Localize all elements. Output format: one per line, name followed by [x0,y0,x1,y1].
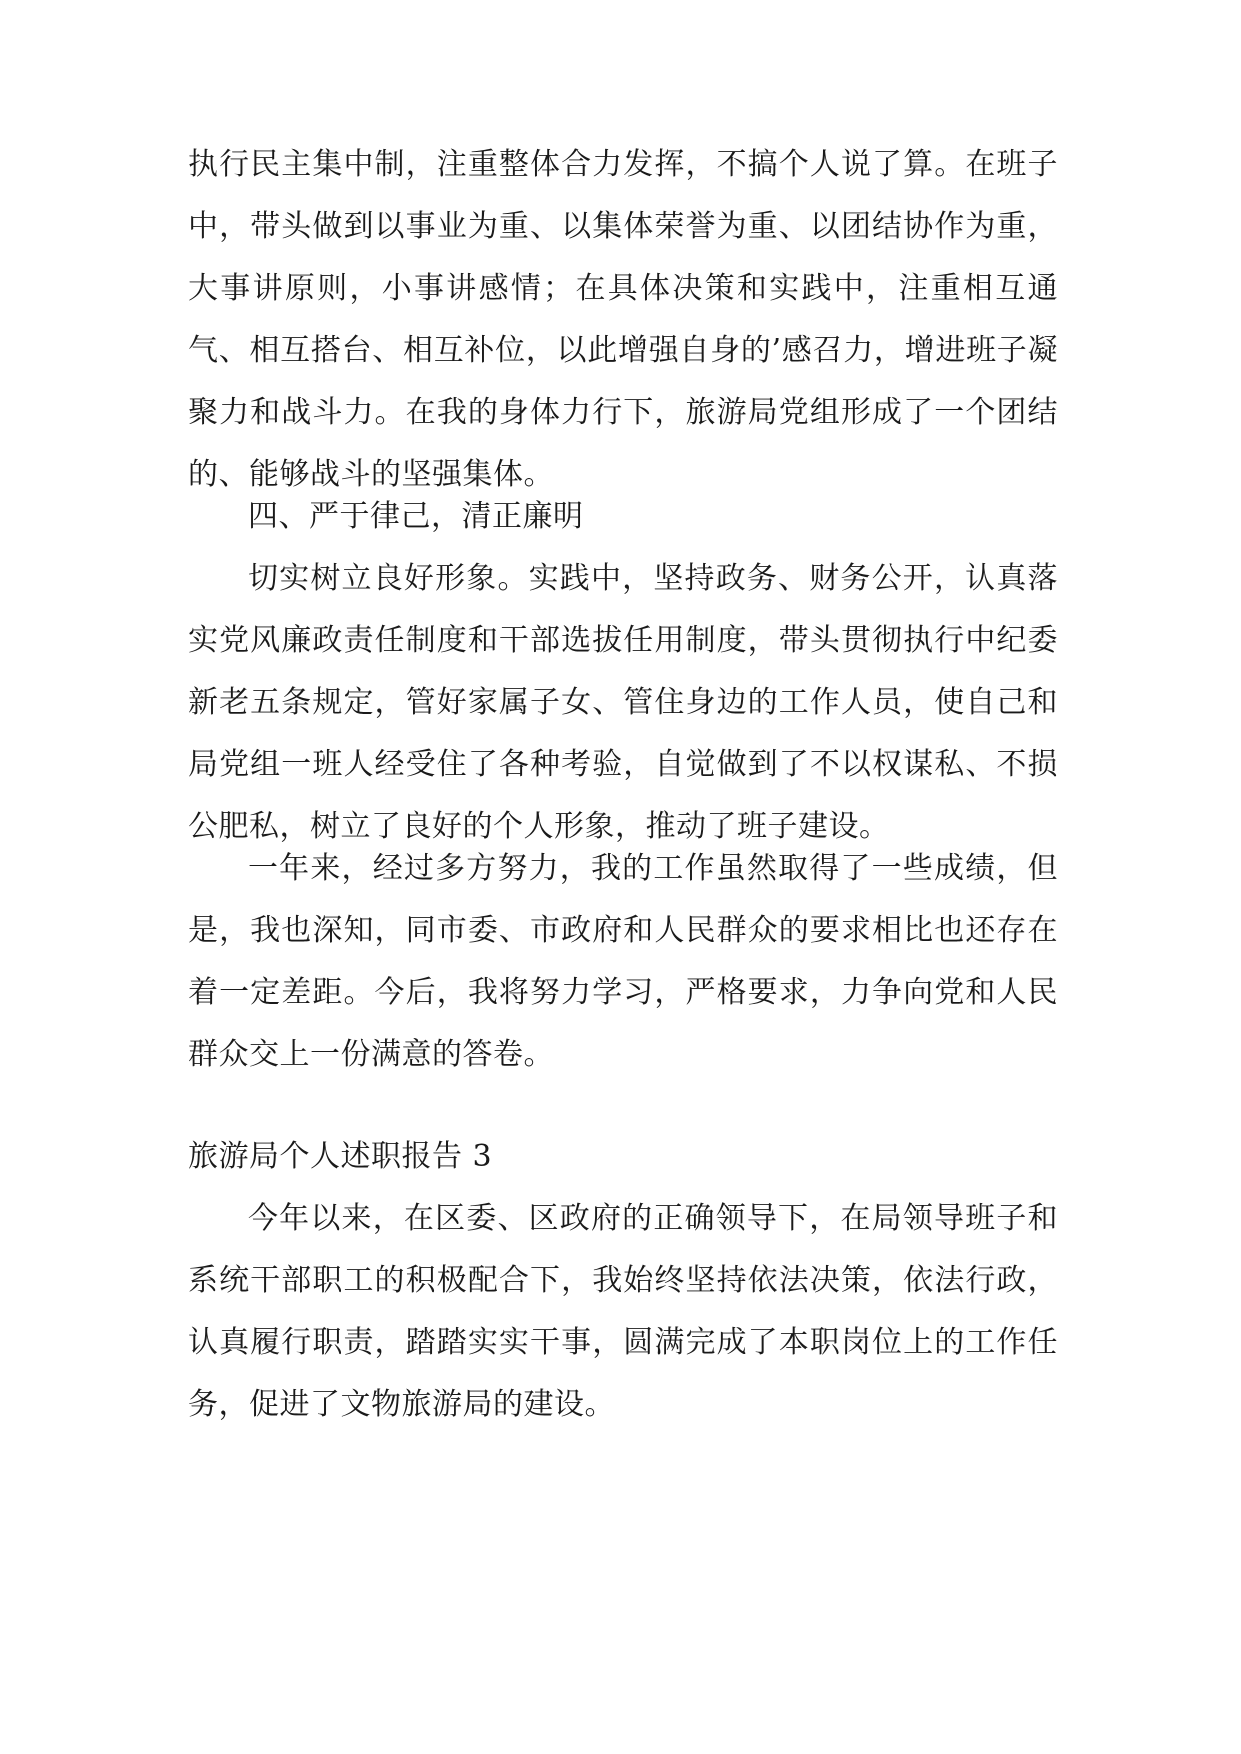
report-title: 旅游局个人述职报告 3 [188,1139,493,1174]
section-heading-integrity: 四、严于律己，清正廉明 [248,499,584,534]
paragraph-leadership: 执行民主集中制，注重整体合力发挥，不搞个人说了算。在班子中，带头做到以事业为重、以集体荣誉为重、以团结协作为重，大事讲原则，小事讲感情；在具体决策和实践中，注重相互通气、相互搭台、相互补位，以此增强自身的’感召力，增进班子凝聚力和战斗力。在我的身体力行下，旅游局党组形成了一个团结的、能够战斗的坚强集体。 [188,147,1058,492]
paragraph-report-intro: 今年以来，在区委、区政府的正确领导下，在局领导班子和系统干部职工的积极配合下，我始终坚持依法决策，依法行政，认真履行职责，踏踏实实干事，圆满完成了本职岗位上的工作任务，促进了文物旅游局的建设。 [188,1201,1058,1422]
paragraph-integrity: 切实树立良好形象。实践中，坚持政务、财务公开，认真落实党风廉政责任制度和干部选拔任用制度，带头贯彻执行中纪委新老五条规定，管好家属子女、管住身边的工作人员，使自己和局党组一班人经受住了各种考验，自觉做到了不以权谋私、不损公肥私，树立了良好的个人形象，推动了班子建设。 [188,561,1058,844]
paragraph-conclusion: 一年来，经过多方努力，我的工作虽然取得了一些成绩，但是，我也深知，同市委、市政府和人民群众的要求相比也还存在着一定差距。今后，我将努力学习，严格要求，力争向党和人民群众交上一份满意的答卷。 [188,851,1058,1072]
